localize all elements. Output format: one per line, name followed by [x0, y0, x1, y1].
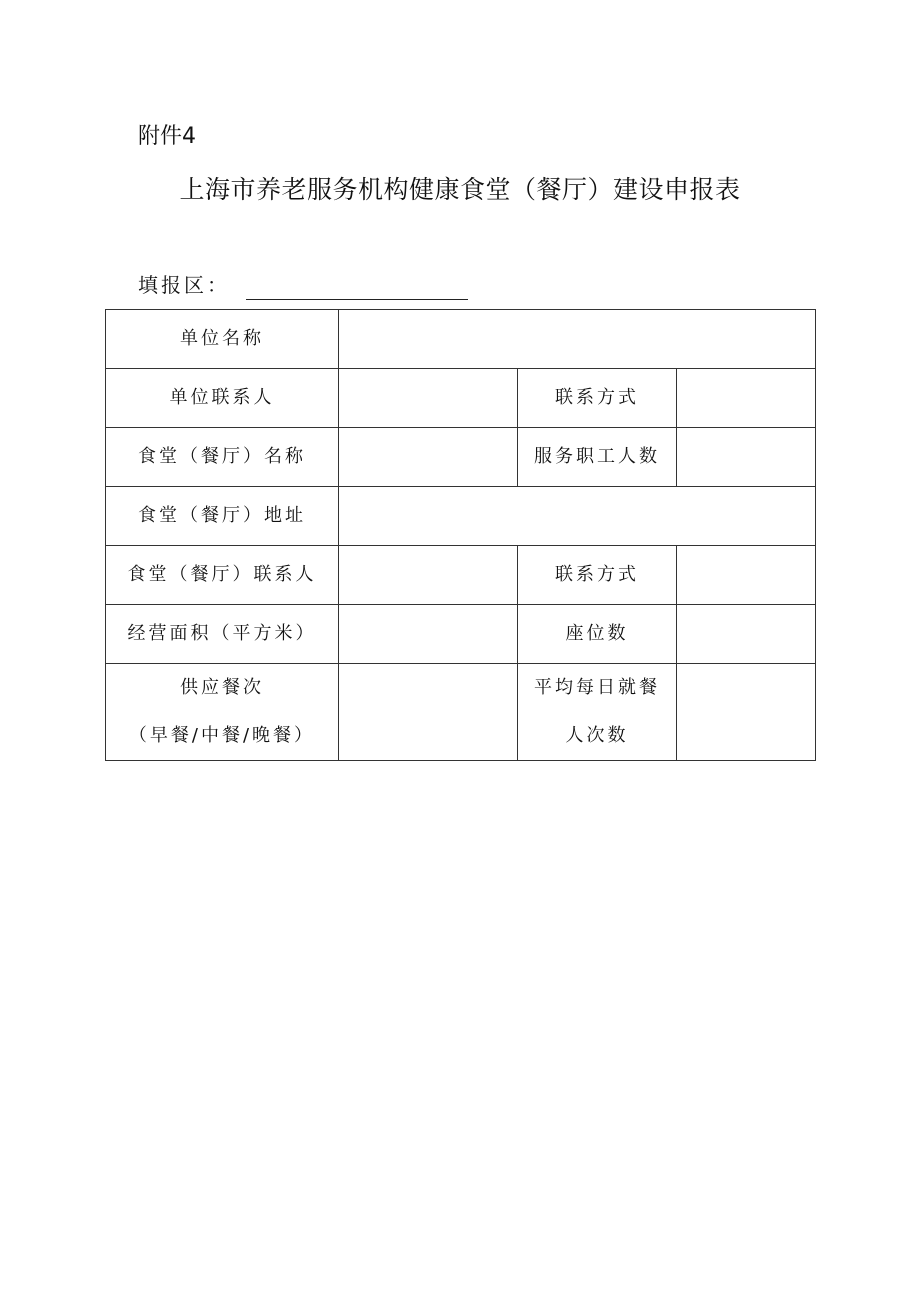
table-row [106, 605, 816, 664]
unit-contact-field[interactable] [339, 369, 518, 428]
canteen-contact-method-label: 联系方式 [518, 546, 677, 605]
seats-label: 座位数 [518, 605, 677, 664]
meals-label-line1: 供应餐次 [180, 677, 264, 698]
canteen-address-field[interactable] [339, 487, 816, 546]
unit-contact-method-label: 联系方式 [518, 369, 677, 428]
page-title: 上海市养老服务机构健康食堂（餐厅）建设申报表 [179, 175, 741, 204]
table-row [106, 664, 816, 761]
unit-contact-label: 单位联系人 [106, 369, 339, 428]
application-form-table [105, 309, 816, 761]
seats-field[interactable] [677, 605, 816, 664]
meals-label-line2: （早餐/中餐/晚餐） [128, 725, 316, 746]
staff-count-field[interactable] [677, 428, 816, 487]
fill-area-input[interactable] [246, 273, 468, 300]
fill-area-label: 填报区： [138, 273, 230, 297]
unit-name-label: 单位名称 [106, 310, 339, 369]
fill-area-row [138, 268, 468, 300]
table-row [106, 487, 816, 546]
table-row [106, 369, 816, 428]
area-label: 经营面积（平方米） [106, 605, 339, 664]
canteen-contact-method-field[interactable] [677, 546, 816, 605]
daily-diners-field[interactable] [677, 664, 816, 761]
daily-diners-label [518, 664, 677, 761]
canteen-address-label: 食堂（餐厅）地址 [106, 487, 339, 546]
table-row [106, 428, 816, 487]
canteen-name-field[interactable] [339, 428, 518, 487]
daily-diners-label-line1: 平均每日就餐 [534, 677, 660, 698]
unit-contact-method-field[interactable] [677, 369, 816, 428]
daily-diners-label-line2: 人次数 [565, 725, 629, 746]
unit-name-field[interactable] [339, 310, 816, 369]
meals-label [106, 664, 339, 761]
attachment-label: 附件4 [138, 124, 196, 149]
canteen-contact-label: 食堂（餐厅）联系人 [106, 546, 339, 605]
table-row [106, 310, 816, 369]
meals-field[interactable] [339, 664, 518, 761]
staff-count-label: 服务职工人数 [518, 428, 677, 487]
canteen-contact-field[interactable] [339, 546, 518, 605]
area-field[interactable] [339, 605, 518, 664]
canteen-name-label: 食堂（餐厅）名称 [106, 428, 339, 487]
table-row [106, 546, 816, 605]
